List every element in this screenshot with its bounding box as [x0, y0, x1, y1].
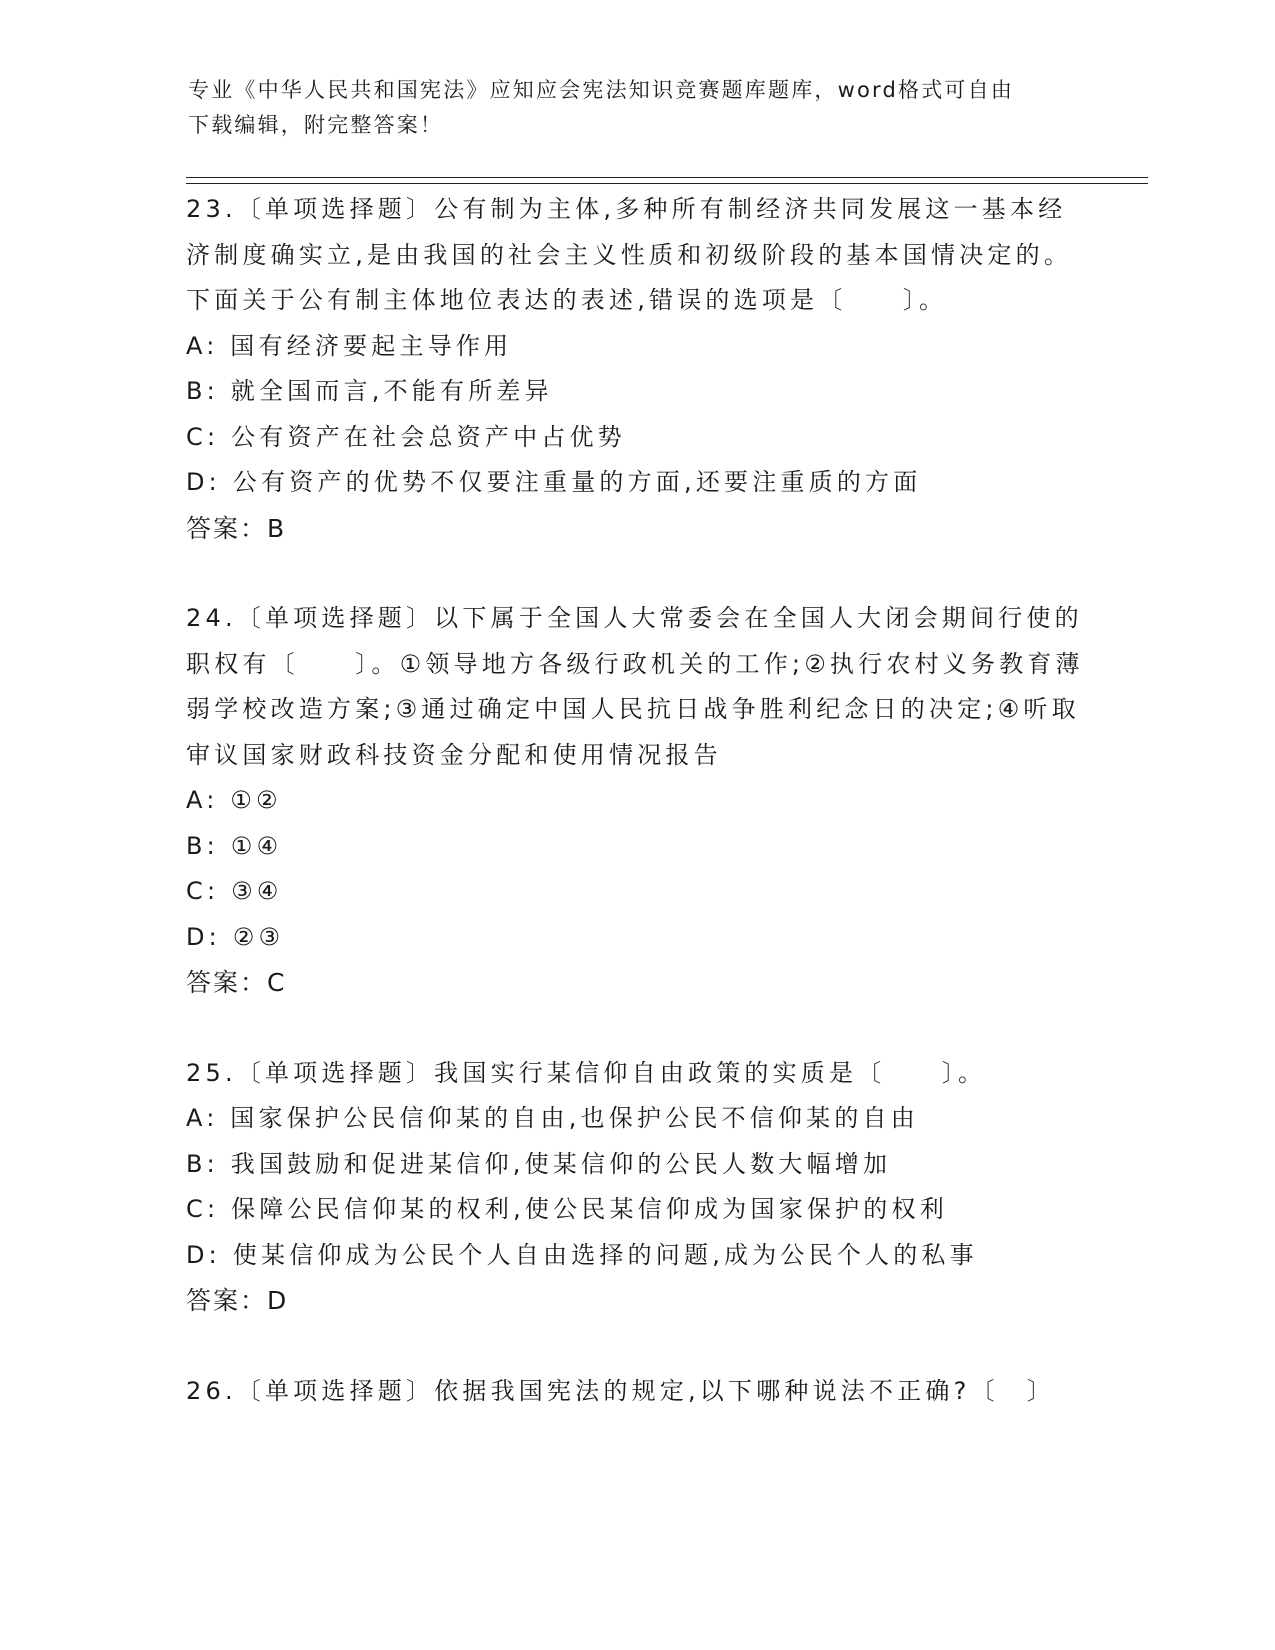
option-b: B: 就全国而言,不能有所差异	[186, 377, 553, 405]
answer: 答案：B	[186, 513, 287, 543]
question-25	[186, 1051, 1086, 1324]
option-b: B: ①④	[186, 831, 283, 860]
question-text: 26.〔单项选择题〕依据我国宪法的规定,以下哪种说法不正确?〔 〕	[186, 1376, 1056, 1405]
header-divider-top	[186, 177, 1148, 178]
header-line-1: 专业《中华人民共和国宪法》应知应会宪法知识竞赛题库题库，word格式可自由	[188, 78, 1015, 102]
document-header	[188, 73, 1068, 143]
question-24	[186, 596, 1086, 1006]
option-c: C: ③④	[186, 877, 283, 905]
answer: 答案：D	[186, 1286, 289, 1315]
question-text: 24.〔单项选择题〕以下属于全国人大常委会在全国人大闭会期间行使的职权有〔 〕。①领导地方各级行政机关的工作;②执行农村义务教育薄弱学校改造方案;③通过确定中国人民抗日战争胜利纪念日的决定;④听取审议国家财政科技资金分配和使用情况报告	[186, 604, 1084, 769]
question-26	[186, 1369, 1086, 1415]
option-c: C: 公有资产在社会总资产中占优势	[186, 422, 626, 451]
option-a: A: ①②	[186, 786, 282, 814]
question-23	[186, 187, 1086, 551]
header-divider-bottom	[186, 183, 1148, 184]
answer: 答案：C	[186, 968, 287, 997]
question-text: 23.〔单项选择题〕公有制为主体,多种所有制经济共同发展这一基本经济制度确实立,是由我国的社会主义性质和初级阶段的基本国情决定的。下面关于公有制主体地位表达的表述,错误的选项是〔 〕。	[186, 195, 1073, 314]
option-a: A: 国家保护公民信仰某的自由,也保护公民不信仰某的自由	[186, 1104, 919, 1132]
question-text: 25.〔单项选择题〕我国实行某信仰自由政策的实质是〔 〕。	[186, 1058, 987, 1087]
option-b: B: 我国鼓励和促进某信仰,使某信仰的公民人数大幅增加	[186, 1149, 892, 1178]
option-d: D: 使某信仰成为公民个人自由选择的问题,成为公民个人的私事	[186, 1240, 978, 1269]
option-c: C: 保障公民信仰某的权利,使公民某信仰成为国家保护的权利	[186, 1195, 948, 1223]
option-d: D: 公有资产的优势不仅要注重量的方面,还要注重质的方面	[186, 468, 922, 496]
option-a: A: 国有经济要起主导作用	[186, 331, 513, 360]
header-line-2: 下载编辑，附完整答案！	[188, 113, 444, 137]
option-d: D: ②③	[186, 922, 285, 951]
question-list	[186, 187, 1086, 1414]
